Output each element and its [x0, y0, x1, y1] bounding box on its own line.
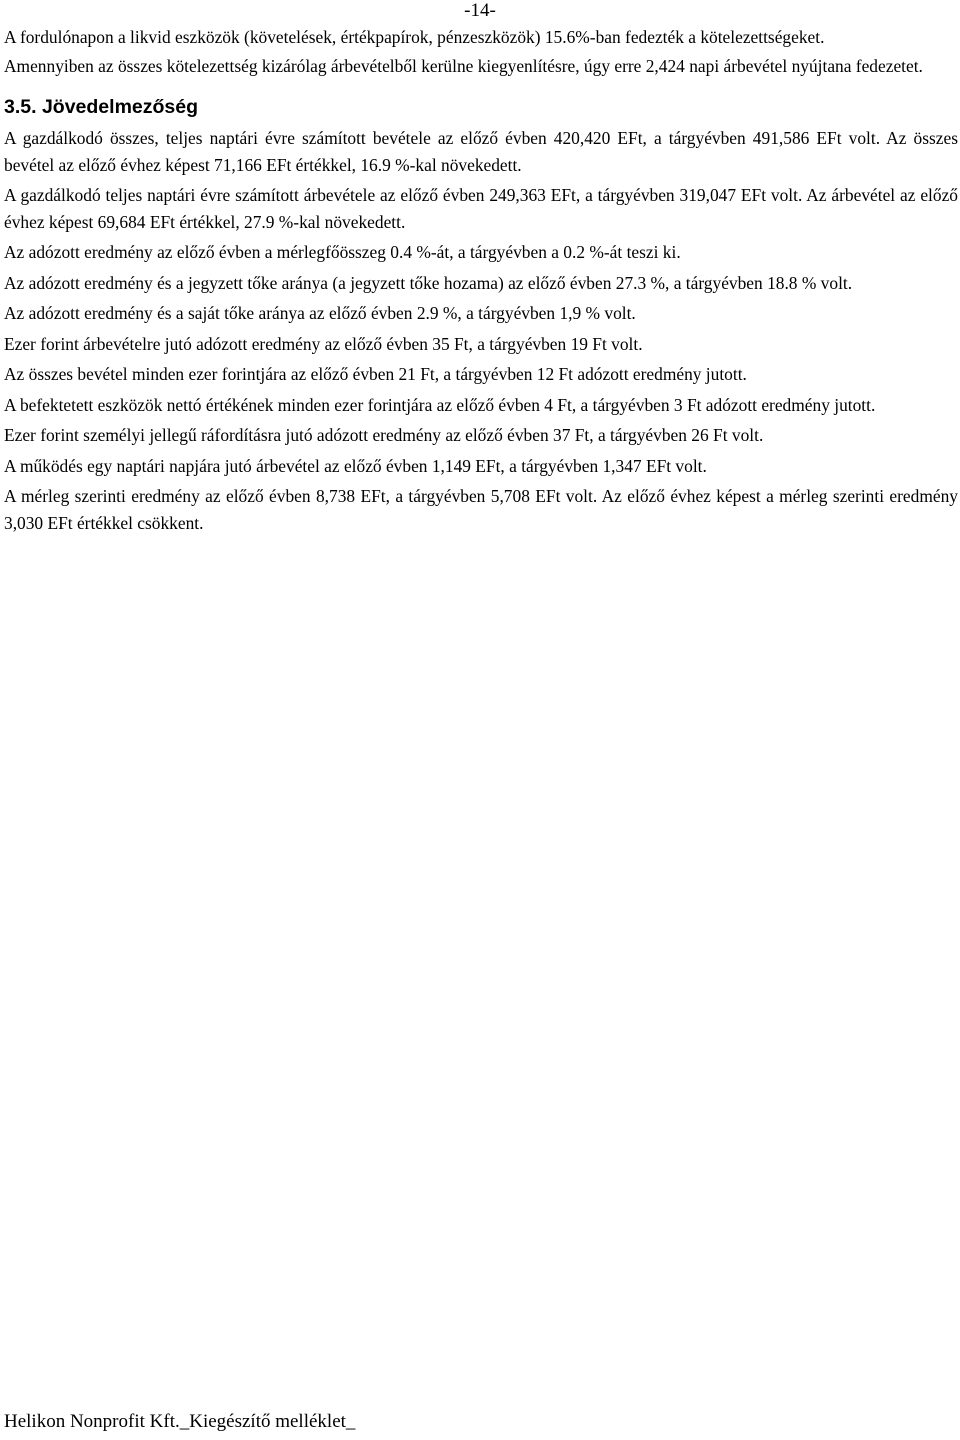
paragraph-profit-per-personnel-cost: Ezer forint személyi jellegű ráfordításra jutó adózott eredmény az előző évben 37 Ft, a tárgyévben 26 Ft volt.	[4, 425, 764, 445]
paragraph-profit-per-revenue: Ezer forint árbevételre jutó adózott eredmény az előző évben 35 Ft, a tárgyévben 19 Ft volt.	[4, 333, 643, 354]
intro-paragraph-liquidity: A fordulónapon a likvid eszközök (követelések, értékpapírok, pénzeszközök) 15.6%-ban fedezték a kötelezettségeket.	[4, 27, 825, 47]
paragraph-subscribed-capital-return: Az adózott eredmény és a jegyzett tőke aránya (a jegyzett tőke hozama) az előző évben 27.3 %, a tárgyévben 18.8 % volt.	[4, 272, 853, 293]
paragraph-profit-per-fixed-assets: A befektetett eszközök nettó értékének minden ezer forintjára az előző évben 4 Ft, a tárgyévben 3 Ft adózott eredmény jutott.	[4, 394, 876, 415]
paragraph-balance-sheet-ratio: Az adózott eredmény az előző évben a mérlegfőösszeg 0.4 %-át, a tárgyévben a 0.2 %-át teszi ki.	[4, 242, 681, 262]
paragraph-net-revenue: A gazdálkodó teljes naptári évre számított árbevétele az előző évben 249,363 EFt, a tárgyévben 319,047 EFt volt. Az árbevétel az előző évhez képest 69,684 EFt értékkel, 27.9 %-kal növekedett.	[4, 185, 958, 232]
page-number: -14-	[464, 0, 496, 21]
paragraph-daily-revenue: A működés egy naptári napjára jutó árbevétel az előző évben 1,149 EFt, a tárgyévben 1,347 EFt volt.	[4, 455, 707, 476]
section-heading: 3.5. Jövedelmezőség	[4, 96, 199, 118]
paragraph-balance-sheet-result: A mérleg szerinti eredmény az előző évben 8,738 EFt, a tárgyévben 5,708 EFt volt. Az előző évhez képest a mérleg szerinti eredmény 3,030 EFt értékkel csökkent.	[4, 486, 958, 533]
intro-paragraph-revenue-coverage: Amennyiben az összes kötelezettség kizárólag árbevételből kerülne kiegyenlítésre, úgy erre 2,424 napi árbevétel nyújtana fedezetet.	[4, 55, 923, 76]
document-body	[4, 24, 958, 536]
paragraph-profit-per-income: Az összes bevétel minden ezer forintjára az előző évben 21 Ft, a tárgyévben 12 Ft adózott eredmény jutott.	[4, 364, 747, 384]
paragraph-total-income: A gazdálkodó összes, teljes naptári évre számított bevétele az előző évben 420,420 EFt, a tárgyévben 491,586 EFt volt. Az összes bevétel az előző évhez képest 71,166 EFt értékkel, 16.9 %-kal növekedett.	[4, 128, 958, 175]
page-footer: Helikon Nonprofit Kft._Kiegészítő melléklet_	[4, 1411, 356, 1432]
paragraph-equity-ratio: Az adózott eredmény és a saját tőke aránya az előző évben 2.9 %, a tárgyévben 1,9 % volt.	[4, 303, 636, 323]
